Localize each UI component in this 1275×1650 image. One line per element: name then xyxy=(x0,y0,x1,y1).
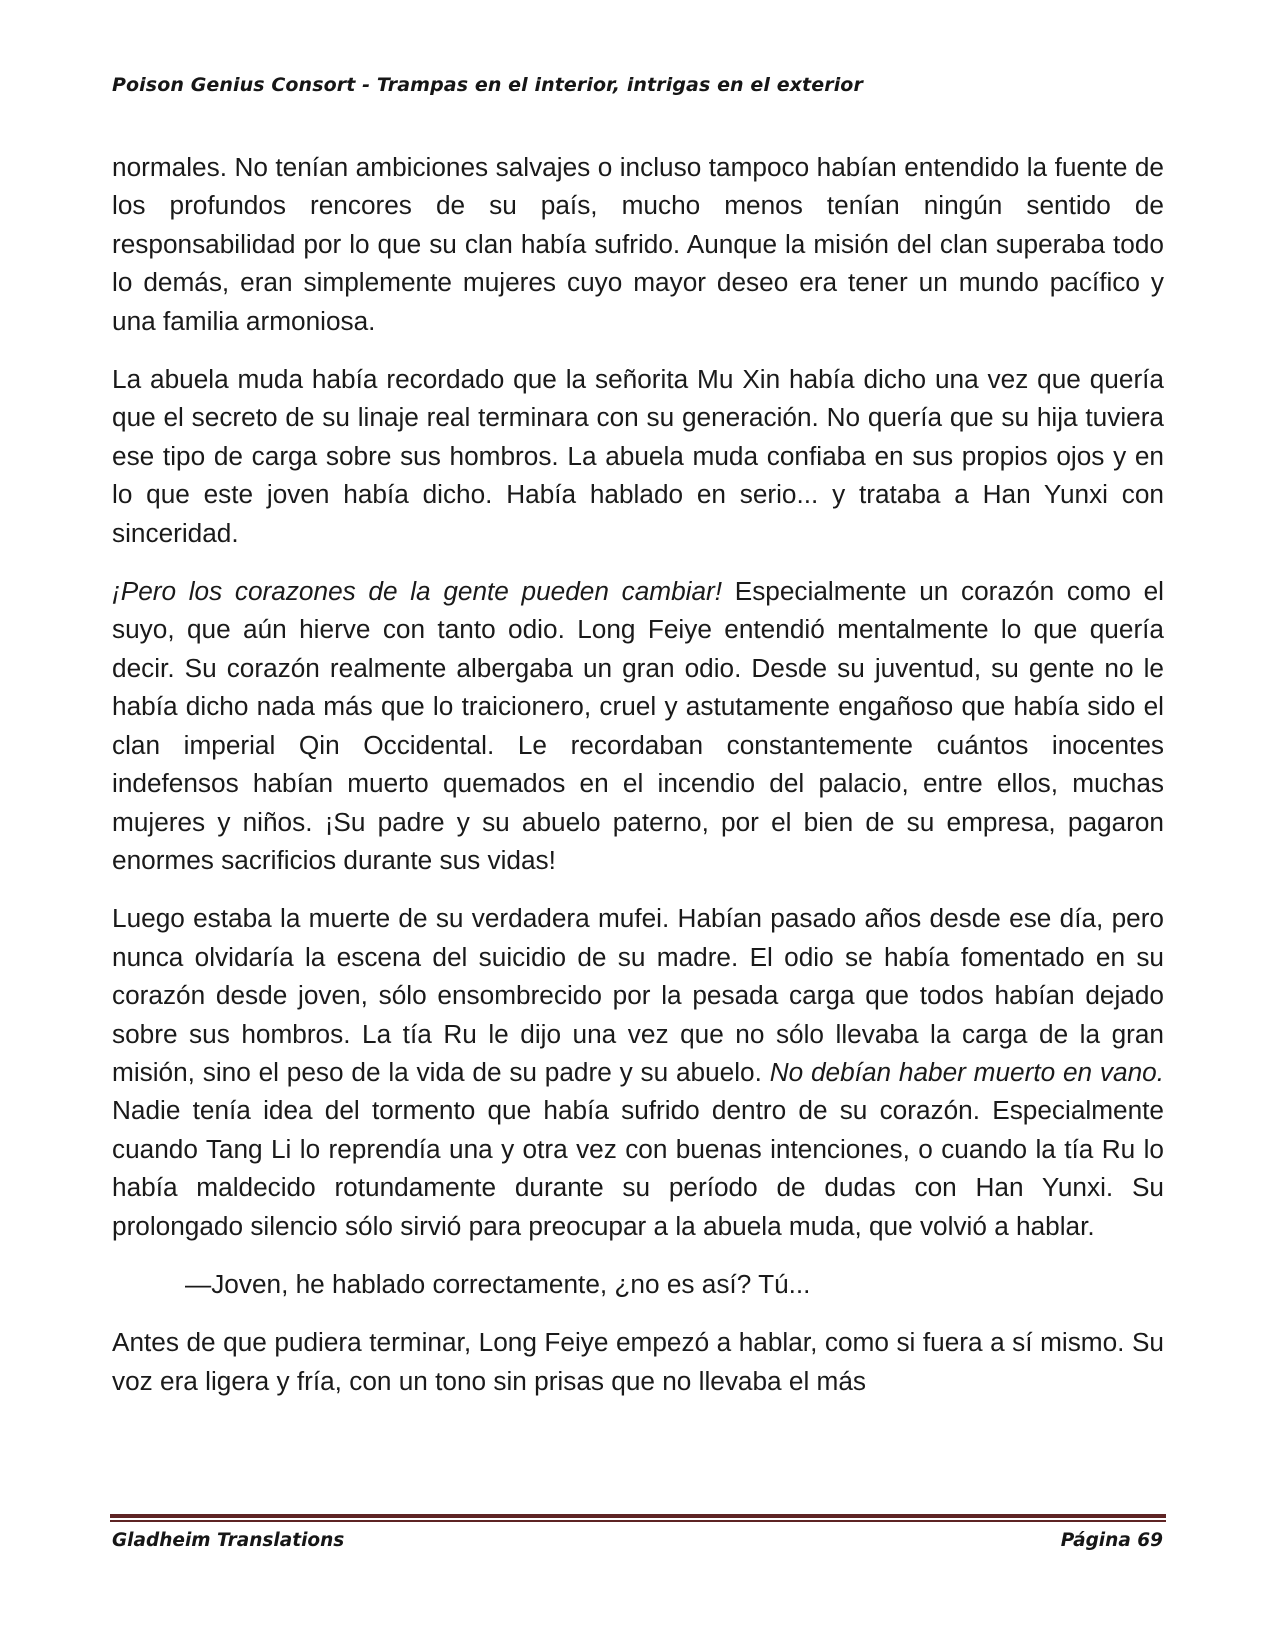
dialogue-line: —Joven, he hablado correctamente, ¿no es así? Tú... xyxy=(185,1268,811,1299)
page-number: Página 69 xyxy=(1060,1530,1163,1551)
italic-exclamation: ¡Pero los corazones de la gente pueden cambiar! xyxy=(112,576,723,607)
paragraph-4 xyxy=(112,899,1164,1245)
paragraph-6: Antes de que pudiera terminar, Long Feiye empezó a hablar, como si fuera a sí mismo. Su voz era ligera y fría, con un tono sin prisas que no llevaba el más xyxy=(112,1327,1164,1396)
paragraph-2: La abuela muda había recordado que la señorita Mu Xin había dicho una vez que quería que el secreto de su linaje real terminara con su generación. No quería que su hija tuviera ese tipo de carga sobre sus hombros. La abuela muda confiaba en sus propios ojos y en lo que este joven había dicho. Había hablado en serio... y trataba a Han Yunxi con sinceridad. xyxy=(112,364,1164,548)
paragraph-3 xyxy=(112,572,1164,879)
paragraph-3-text: Especialmente un corazón como el suyo, que aún hierve con tanto odio. Long Feiye entendió mentalmente lo que quería decir. Su corazón realmente albergaba un gran odio. Desde su juventud, su gente no le había dicho nada más que lo traicionero, cruel y astutamente engañoso que había sido el clan imperial Qin Occidental. Le recordaban constantemente cuántos inocentes indefensos habían muerto quemados en el incendio del palacio, entre ellos, muchas mujeres y niños. ¡Su padre y su abuelo paterno, por el bien de su empresa, pagaron enormes sacrificios durante sus vidas! xyxy=(112,576,1164,875)
footer-translator: Gladheim Translations xyxy=(112,1530,345,1551)
footer-divider-thin xyxy=(110,1520,1166,1522)
footer-divider-thick xyxy=(110,1514,1166,1518)
italic-thought: No debían haber muerto en vano. xyxy=(769,1056,1164,1087)
paragraph-4-start: Luego estaba la muerte de su verdadera mufei. Habían pasado años desde ese día, pero nunca olvidaría la escena del suicidio de su madre. El odio se había fomentado en su corazón desde joven, sólo ensombrecido por la pesada carga que todos habían dejado sobre sus hombros. La tía Ru le dijo una vez que no sólo llevaba la carga de la gran misión, sino el peso de la vida de su padre y su abuelo. xyxy=(112,903,1164,1087)
footer-divider xyxy=(110,1514,1166,1522)
page-body xyxy=(112,148,1164,1420)
paragraph-1: normales. No tenían ambiciones salvajes o incluso tampoco habían entendido la fuente de los profundos rencores de su país, mucho menos tenían ningún sentido de responsabilidad por lo que su clan había sufrido. Aunque la misión del clan superaba todo lo demás, eran simplemente mujeres cuyo mayor deseo era tener un mundo pacífico y una familia armoniosa. xyxy=(112,152,1164,336)
running-header: Poison Genius Consort - Trampas en el interior, intrigas en el exterior xyxy=(112,74,863,96)
paragraph-4-end: Nadie tenía idea del tormento que había sufrido dentro de su corazón. Especialmente cuando Tang Li lo reprendía una y otra vez con buenas intenciones, o cuando la tía Ru lo había maldecido rotundamente durante su período de dudas con Han Yunxi. Su prolongado silencio sólo sirvió para preocupar a la abuela muda, que volvió a hablar. xyxy=(112,1095,1164,1241)
